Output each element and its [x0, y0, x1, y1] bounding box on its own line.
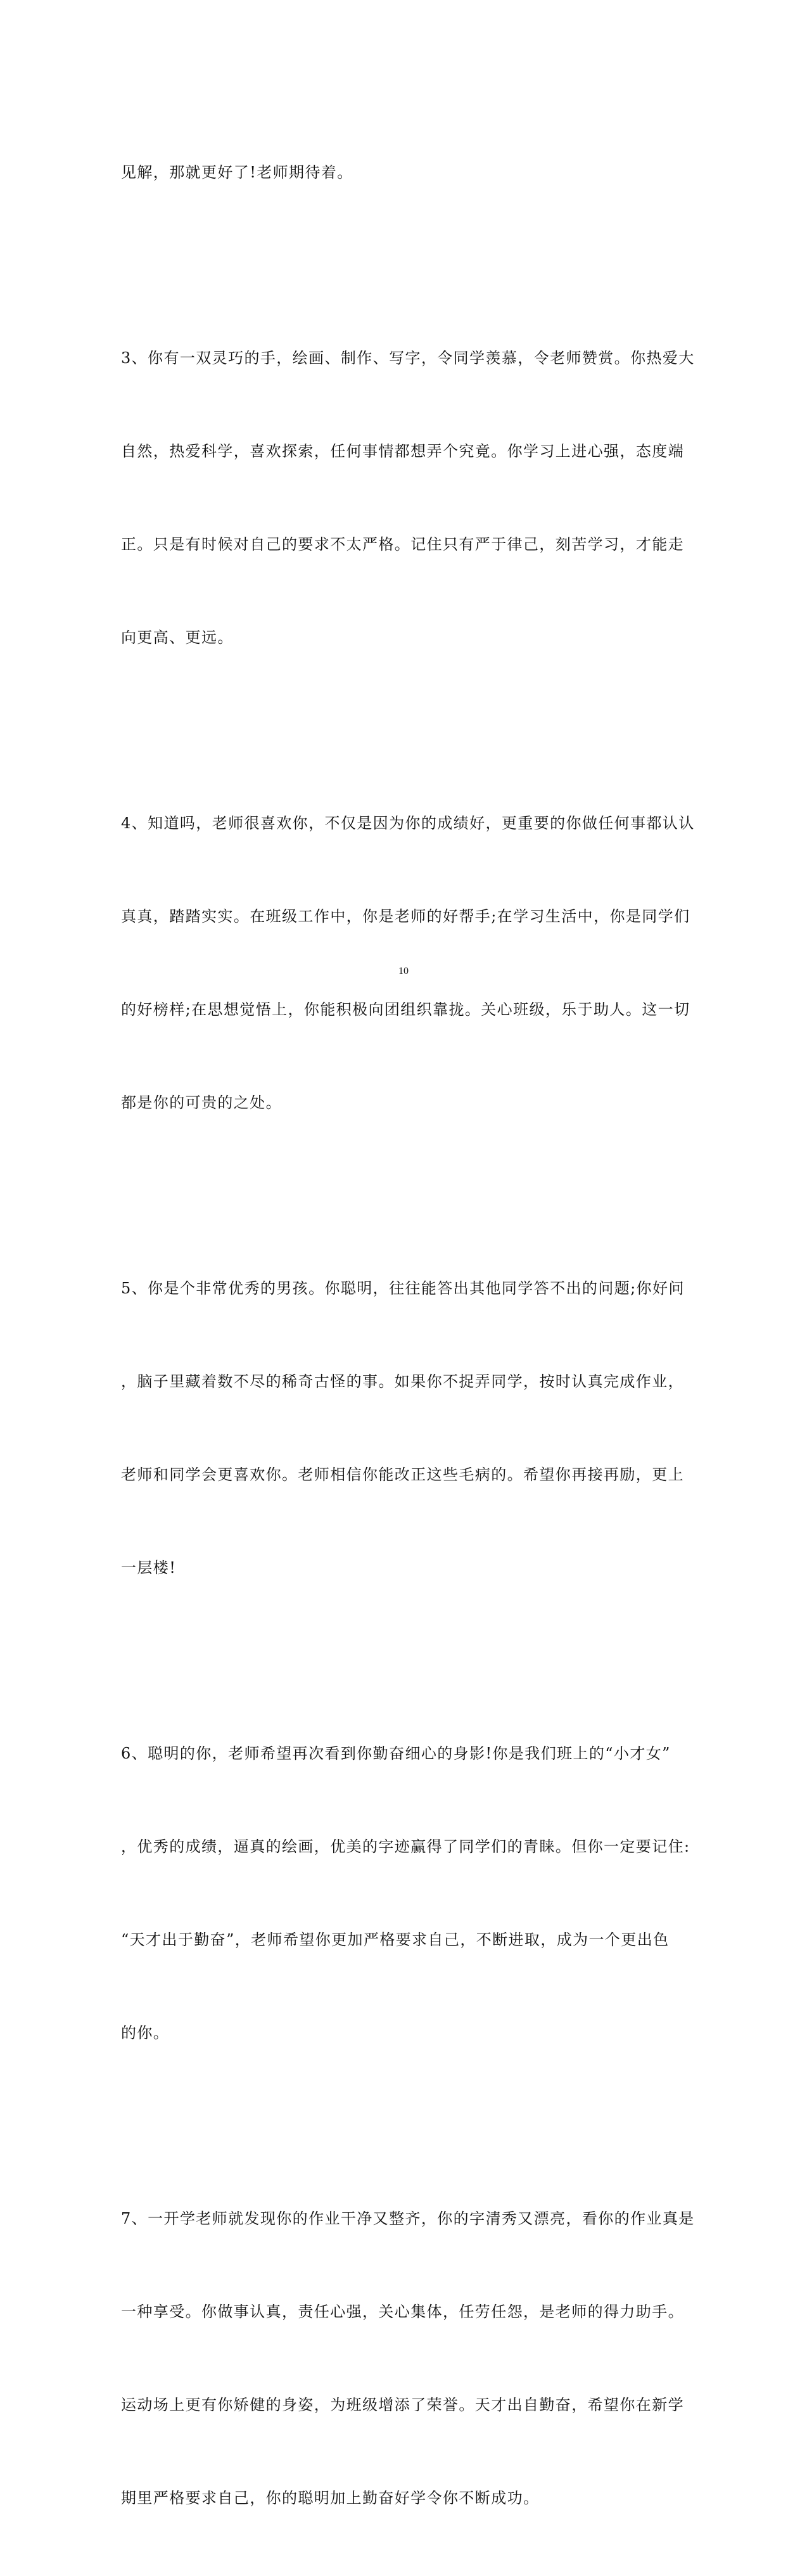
text-line: 正。只是有时候对自己的要求不太严格。记住只有严于律己，刻苦学习，才能走: [121, 535, 684, 553]
text-line: ，优秀的成绩，逼真的绘画，优美的字迹赢得了同学们的青睐。但你一定要记住:: [121, 1838, 690, 1855]
text-line: 一层楼!: [121, 1559, 177, 1577]
text-line: 的好榜样;在思想觉悟上，你能积极向团组织靠拢。关心班级，乐于助人。这一切: [121, 1001, 690, 1018]
paragraph-comment-7: [121, 2141, 695, 2576]
text-line: “天才出于勤奋”，老师希望你更加严格要求自己，不断进取，成为一个更出色: [121, 1931, 670, 1949]
paragraph-comment-6: [121, 1676, 688, 2111]
text-line: 真真，踏踏实实。在班级工作中，你是老师的好帮手;在学习生活中，你是同学们: [121, 907, 690, 925]
text-line: 见解，那就更好了!老师期待着。: [121, 163, 353, 181]
paragraph-continuation: [121, 95, 688, 250]
paragraph-comment-4: [121, 746, 695, 1181]
text-line: 5、你是个非常优秀的男孩。你聪明，往往能答出其他同学答不出的问题;你好问: [121, 1279, 685, 1297]
text-line: 一种享受。你做事认真，责任心强，关心集体，任劳任怨，是老师的得力助手。: [121, 2303, 684, 2321]
document-body: [121, 95, 695, 2576]
text-line: 7、一开学老师就发现你的作业干净又整齐，你的字清秀又漂亮，看你的作业真是: [121, 2210, 695, 2227]
paragraph-comment-3: [121, 281, 695, 715]
text-line: ，脑子里藏着数不尽的稀奇古怪的事。如果你不捉弄同学，按时认真完成作业，: [121, 1373, 684, 1390]
text-line: 向更高、更远。: [121, 629, 234, 646]
text-line: 老师和同学会更喜欢你。老师相信你能改正这些毛病的。希望你再接再励，更上: [121, 1466, 684, 1483]
text-line: 3、你有一双灵巧的手，绘画、制作、写字，令同学羡慕，令老师赞赏。你热爱大: [121, 349, 695, 367]
text-line: 的你。: [121, 2024, 170, 2042]
paragraph-comment-5: [121, 1211, 688, 1646]
text-line: 运动场上更有你矫健的身姿，为班级增添了荣誉。天才出自勤奋，希望你在新学: [121, 2396, 684, 2414]
text-line: 都是你的可贵的之处。: [121, 1094, 282, 1112]
text-line: 6、聪明的你，老师希望再次看到你勤奋细心的身影!你是我们班上的“小才女”: [121, 1745, 671, 1762]
text-line: 期里严格要求自己，你的聪明加上勤奋好学令你不断成功。: [121, 2489, 540, 2507]
page-number: 10: [398, 966, 409, 977]
text-line: 自然，热爱科学，喜欢探索，任何事情都想弄个究竟。你学习上进心强，态度端: [121, 442, 684, 460]
text-line: 4、知道吗，老师很喜欢你，不仅是因为你的成绩好，更重要的你做任何事都认认: [121, 814, 695, 832]
